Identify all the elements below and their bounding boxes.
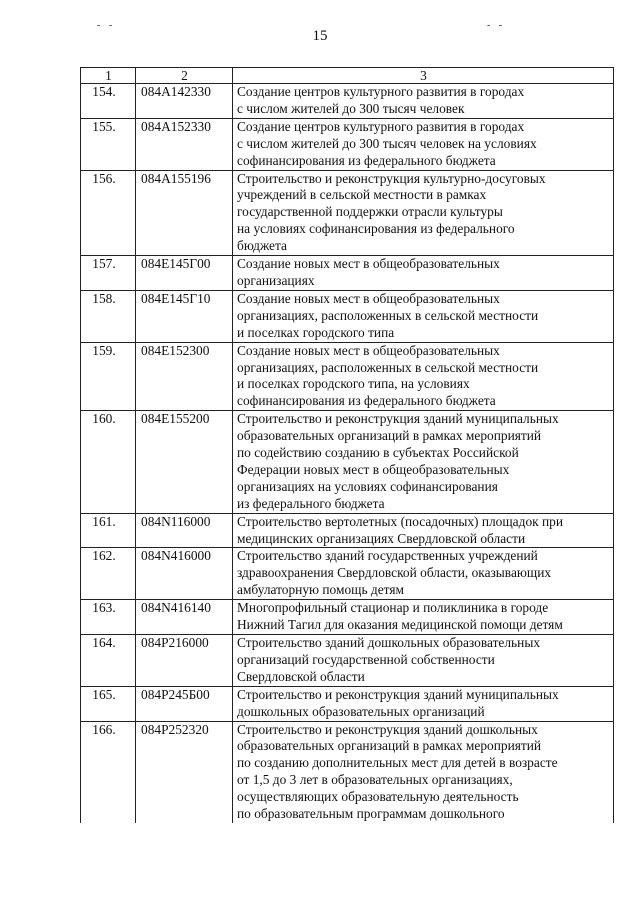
column-header-2: 2 (136, 68, 233, 84)
row-number: 155. (81, 118, 136, 170)
column-header-1: 1 (81, 68, 136, 84)
description-line: организациях (237, 272, 315, 288)
table-row (81, 686, 614, 721)
description-line: учреждений в сельской местности в рамках (237, 187, 487, 203)
budget-code: 084N416140 (136, 600, 233, 635)
row-number: 154. (81, 84, 136, 119)
table-row (81, 721, 614, 823)
expense-description (233, 721, 614, 823)
expense-description (233, 600, 614, 635)
expense-description (233, 635, 614, 687)
table-row (81, 118, 614, 170)
expense-description (233, 290, 614, 342)
table-row (81, 290, 614, 342)
expense-description (233, 548, 614, 600)
expense-description (233, 256, 614, 291)
row-number: 158. (81, 290, 136, 342)
budget-code: 084E145Г00 (136, 256, 233, 291)
table-row (81, 513, 614, 548)
description-line: дошкольных образовательных организаций (237, 703, 485, 719)
row-number: 159. (81, 342, 136, 411)
description-line: Строительство зданий государственных учреждений (237, 548, 538, 564)
row-number: 161. (81, 513, 136, 548)
budget-code: 084A155196 (136, 170, 233, 256)
description-line: образовательных организаций в рамках мероприятий (237, 738, 542, 754)
description-line: Строительство и реконструкция культурно-досуговых (237, 170, 546, 186)
budget-code: 084P245Б00 (136, 686, 233, 721)
expense-description (233, 342, 614, 411)
row-number: 157. (81, 256, 136, 291)
description-line: Создание новых мест в общеобразовательных (237, 342, 500, 358)
table-row (81, 84, 614, 119)
budget-code: 084A142330 (136, 84, 233, 119)
description-line: государственной поддержки отрасли культуры (237, 204, 503, 220)
description-line: Нижний Тагил для оказания медицинской помощи детям (237, 617, 563, 633)
description-line: Многопрофильный стационар и поликлиника в городе (237, 600, 549, 616)
scan-mark-left: - - (97, 20, 116, 31)
expense-description (233, 170, 614, 256)
table-body (81, 84, 614, 823)
description-line: осуществляющих образовательную деятельность (237, 789, 519, 805)
description-line: организациях, расположенных в сельской местности (237, 359, 539, 375)
table-row (81, 411, 614, 513)
expense-description (233, 686, 614, 721)
expense-description (233, 84, 614, 119)
budget-code: 084A152330 (136, 118, 233, 170)
description-line: Создание центров культурного развития в городах (237, 84, 525, 99)
row-number: 166. (81, 721, 136, 823)
budget-code: 084E152300 (136, 342, 233, 411)
description-line: по содействию созданию в субъектах Российской (237, 445, 519, 461)
budget-codes-table (80, 67, 614, 823)
description-line: Строительство вертолетных (посадочных) площадок при (237, 513, 564, 529)
row-number: 165. (81, 686, 136, 721)
table-row (81, 342, 614, 411)
description-line: организаций государственной собственности (237, 651, 495, 667)
table-row (81, 256, 614, 291)
budget-code: 084P252320 (136, 721, 233, 823)
row-number: 164. (81, 635, 136, 687)
expense-description (233, 118, 614, 170)
description-line: по образовательным программам дошкольного (237, 806, 505, 822)
description-line: Свердловской области (237, 668, 365, 684)
budget-code: 084E145Г10 (136, 290, 233, 342)
budget-code: 084E155200 (136, 411, 233, 513)
table-row (81, 170, 614, 256)
description-line: Строительство и реконструкция зданий муниципальных (237, 686, 559, 702)
budget-code: 084N416000 (136, 548, 233, 600)
description-line: по созданию дополнительных мест для детей в возрасте (237, 755, 558, 771)
description-line: на условиях софинансирования из федерального (237, 221, 515, 237)
table-row (81, 600, 614, 635)
row-number: 162. (81, 548, 136, 600)
description-line: Создание новых мест в общеобразовательных (237, 256, 500, 272)
description-line: и поселках городского типа, на условиях (237, 376, 470, 392)
budget-code: 084P216000 (136, 635, 233, 687)
scan-mark-right: - - (487, 20, 506, 31)
table-header-row (81, 68, 614, 84)
column-header-3: 3 (233, 68, 614, 84)
description-line: медицинских организациях Свердловской области (237, 530, 526, 546)
description-line: из федерального бюджета (237, 495, 385, 511)
row-number: 163. (81, 600, 136, 635)
expense-description (233, 411, 614, 513)
description-line: с числом жителей до 300 тысяч человек на условиях (237, 135, 537, 151)
description-line: Строительство и реконструкция зданий дошкольных (237, 721, 538, 737)
description-line: софинансирования из федерального бюджета (237, 393, 496, 409)
description-line: Создание центров культурного развития в городах (237, 118, 525, 134)
row-number: 156. (81, 170, 136, 256)
row-number: 160. (81, 411, 136, 513)
description-line: Федерации новых мест в общеобразовательных (237, 461, 510, 477)
description-line: амбулаторную помощь детям (237, 582, 404, 598)
description-line: организациях на условиях софинансирования (237, 478, 498, 494)
table-row (81, 635, 614, 687)
description-line: и поселках городского типа (237, 324, 395, 340)
description-line: с числом жителей до 300 тысяч человек (237, 100, 465, 116)
description-line: здравоохранения Свердловской области, оказывающих (237, 565, 552, 581)
table-row (81, 548, 614, 600)
page-number: 15 (312, 28, 328, 44)
budget-code: 084N116000 (136, 513, 233, 548)
description-line: от 1,5 до 3 лет в образовательных организациях, (237, 772, 513, 788)
description-line: Создание новых мест в общеобразовательных (237, 290, 500, 306)
description-line: софинансирования из федерального бюджета (237, 152, 496, 168)
expense-description (233, 513, 614, 548)
description-line: образовательных организаций в рамках мероприятий (237, 428, 542, 444)
description-line: бюджета (237, 238, 287, 254)
description-line: организациях, расположенных в сельской местности (237, 307, 539, 323)
description-line: Строительство и реконструкция зданий муниципальных (237, 411, 559, 427)
description-line: Строительство зданий дошкольных образовательных (237, 635, 541, 650)
